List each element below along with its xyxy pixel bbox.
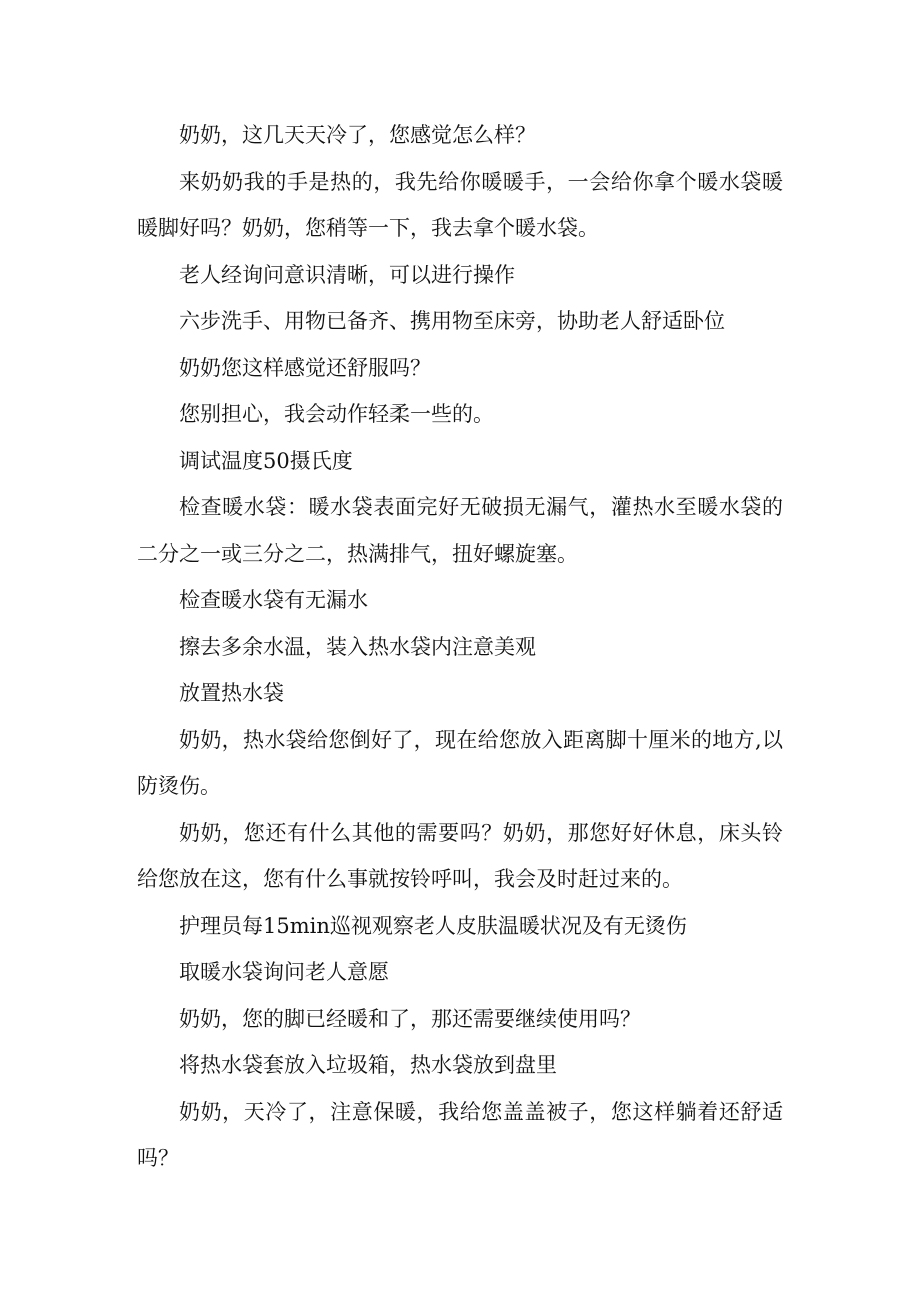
paragraph: 检查暖水袋有无漏水 — [179, 588, 368, 612]
paragraph: 检查暖水袋：暖水袋表面完好无破损无漏气，灌热水至暖水袋的二分之一或三分之二，热满排气，扭好螺旋塞。 — [137, 495, 783, 566]
paragraph: 老人经询问意识清晰，可以进行操作 — [179, 262, 515, 287]
paragraph: 将热水袋套放入垃圾箱，热水袋放到盘里 — [179, 1053, 557, 1077]
paragraph: 来奶奶我的手是热的，我先给你暖暖手，一会给你拿个暖水袋暖暖脚好吗？奶奶，您稍等一下，我去拿个暖水袋。 — [137, 169, 783, 240]
paragraph: 调试温度50摄氏度 — [179, 448, 353, 473]
document-body — [137, 112, 783, 1182]
paragraph: 六步洗手、用物已备齐、携用物至床旁，协助老人舒适卧位 — [179, 309, 725, 333]
paragraph: 奶奶您这样感觉还舒服吗？ — [179, 355, 431, 380]
paragraph: 取暖水袋询问老人意愿 — [179, 960, 389, 984]
paragraph: 奶奶，您还有什么其他的需要吗？奶奶，那您好好休息，床头铃给您放在这，您有什么事就按铃呼叫，我会及时赶过来的。 — [137, 820, 783, 891]
paragraph: 奶奶，这几天天冷了，您感觉怎么样？ — [179, 123, 536, 147]
paragraph: 奶奶，热水袋给您倒好了，现在给您放入距离脚十厘米的地方,以防烫伤。 — [137, 727, 783, 798]
paragraph: 奶奶，您的脚已经暖和了，那还需要继续使用吗？ — [179, 1006, 641, 1031]
paragraph: 您别担心，我会动作轻柔一些的。 — [179, 402, 494, 426]
paragraph: 奶奶，天冷了，注意保暖，我给您盖盖被子，您这样躺着还舒适吗？ — [137, 1099, 783, 1170]
paragraph: 护理员每15min巡视观察老人皮肤温暖状况及有无烫伤 — [179, 913, 687, 938]
paragraph: 擦去多余水温，装入热水袋内注意美观 — [179, 634, 536, 659]
paragraph: 放置热水袋 — [179, 681, 284, 705]
